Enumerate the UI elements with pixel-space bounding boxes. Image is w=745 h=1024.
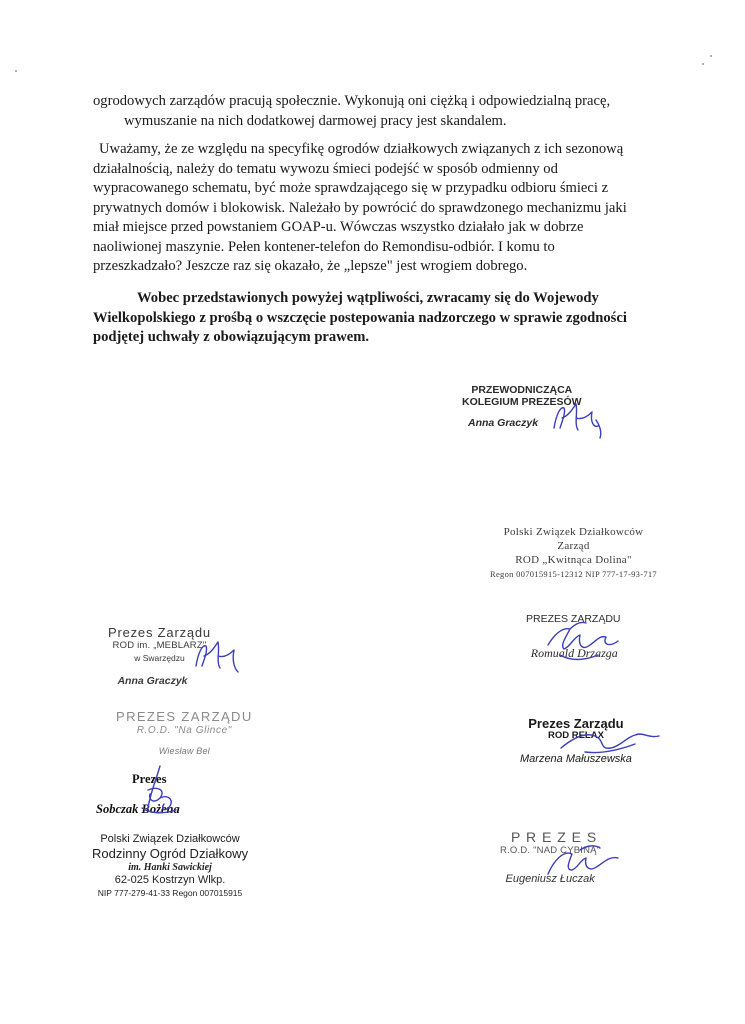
text-line: przeszkadzało? Jeszcze raz się okazało, że „lepsze" jest wrogiem dobrego. (93, 258, 528, 274)
signer-name: Anna Graczyk (117, 675, 188, 687)
text-line: naoliwionej maszynie. Pełen kontener-telefon do Remondisu-odbiór. I komu to (93, 238, 555, 255)
text-line: wypracowanego schematu, być może sprawdzającego się w przypadku odbioru śmieci z (93, 180, 609, 196)
stamp-line: Polski Związek Działkowców (100, 833, 240, 845)
stamp-line: PREZES ZARZĄDU (116, 709, 253, 724)
scan-speck (710, 55, 712, 57)
signature-graczyk-1 (548, 398, 608, 442)
stamp-line: Polski Związek Działkowców (503, 526, 644, 538)
stamp-line: Zarząd (557, 540, 590, 552)
stamp-line: PRZEWODNICZĄCA (471, 384, 573, 396)
signature-graczyk-2 (190, 636, 246, 680)
text-line: wymuszanie na nich dodatkowej darmowej pracy jest skandalem. (124, 112, 507, 129)
paragraph-2 (93, 140, 627, 277)
stamp-line: Regon 007015915-12312 NIP 777-17-93-717 (490, 569, 657, 579)
signature-drzazga (540, 615, 650, 665)
text-line: Wielkopolskiego z prośbą o wszczęcie postepowania nadzorczego w sprawie zgodności (93, 309, 627, 326)
paragraph-3-request (93, 289, 627, 348)
text-line: prywatnych domów i blokowisk. Należało by powrócić do sprawdzonego mechanizmu jaki (93, 199, 627, 216)
text-line: działalnością, należy do tematu wywozu śmieci podejść w sposób odmienny od (93, 160, 558, 177)
scan-speck (702, 63, 704, 65)
text-line: miał miejsce przed powstaniem GOAP-u. Wówczas wszystko działało jak w dobrze (93, 219, 584, 235)
scan-speck (15, 70, 17, 72)
text-line: Uważamy, że ze względu na specyfikę ogrodów działkowych związanych z ich sezonową (99, 141, 624, 157)
signer-name: Eugeniusz Łuczak (505, 873, 595, 885)
stamp-line: Prezes Zarządu (528, 716, 624, 731)
paragraph-1 (93, 92, 610, 131)
stamp-line: ROD RELAX (547, 730, 604, 741)
stamp-line: Prezes (132, 772, 167, 786)
signature-maluszewska (555, 722, 665, 762)
stamp-line: Rodzinny Ogród Działkowy (92, 846, 249, 861)
stamp-line: P R E Z E S (511, 829, 598, 845)
stamp-line: Prezes Zarządu (108, 625, 211, 640)
signer-name: Sobczak Bożena (96, 802, 180, 816)
text-line: podjętej uchwały z obowiązującym prawem. (93, 329, 370, 345)
stamp-rod-sawickiej (92, 833, 248, 900)
stamp-line: KOLEGIUM PREZESÓW (462, 396, 582, 408)
stamp-line: R.O.D. "NAD CYBINĄ" (500, 845, 601, 856)
signature-sobczak (120, 760, 200, 820)
stamp-rod-na-glince (116, 710, 253, 758)
stamp-line: Wiesław Bel (158, 746, 210, 756)
signer-name: Anna Graczyk (468, 417, 539, 429)
signer-name: Romuald Drzazga (530, 646, 618, 660)
stamp-line: w Swarzędzu (134, 653, 185, 663)
stamp-line: PREZES ZARZĄDU (526, 613, 621, 625)
text-line: Wobec przedstawionych powyżej wątpliwości, zwracamy się do Wojewody (137, 290, 599, 306)
stamp-line: R.O.D. "Na Glince" (136, 725, 232, 736)
signature-luczak (540, 840, 630, 890)
text-line: ogrodowych zarządów pracują społecznie. Wykonują oni ciężką i odpowiedzialną pracę, (93, 93, 611, 109)
stamp-line: 62-025 Kostrzyn Wlkp. (114, 874, 226, 886)
stamp-line: ROD „Kwitnąca Dolina" (515, 554, 632, 566)
stamp-line: ROD im. „MEBLARZ" (112, 640, 207, 651)
stamp-line: NIP 777-279-41-33 Regon 007015915 (97, 888, 243, 898)
signer-name: Marzena Małuszewska (520, 753, 632, 765)
stamp-rod-kwitnaca-dolina (490, 525, 657, 581)
stamp-line: im. Hanki Sawickiej (128, 862, 212, 873)
